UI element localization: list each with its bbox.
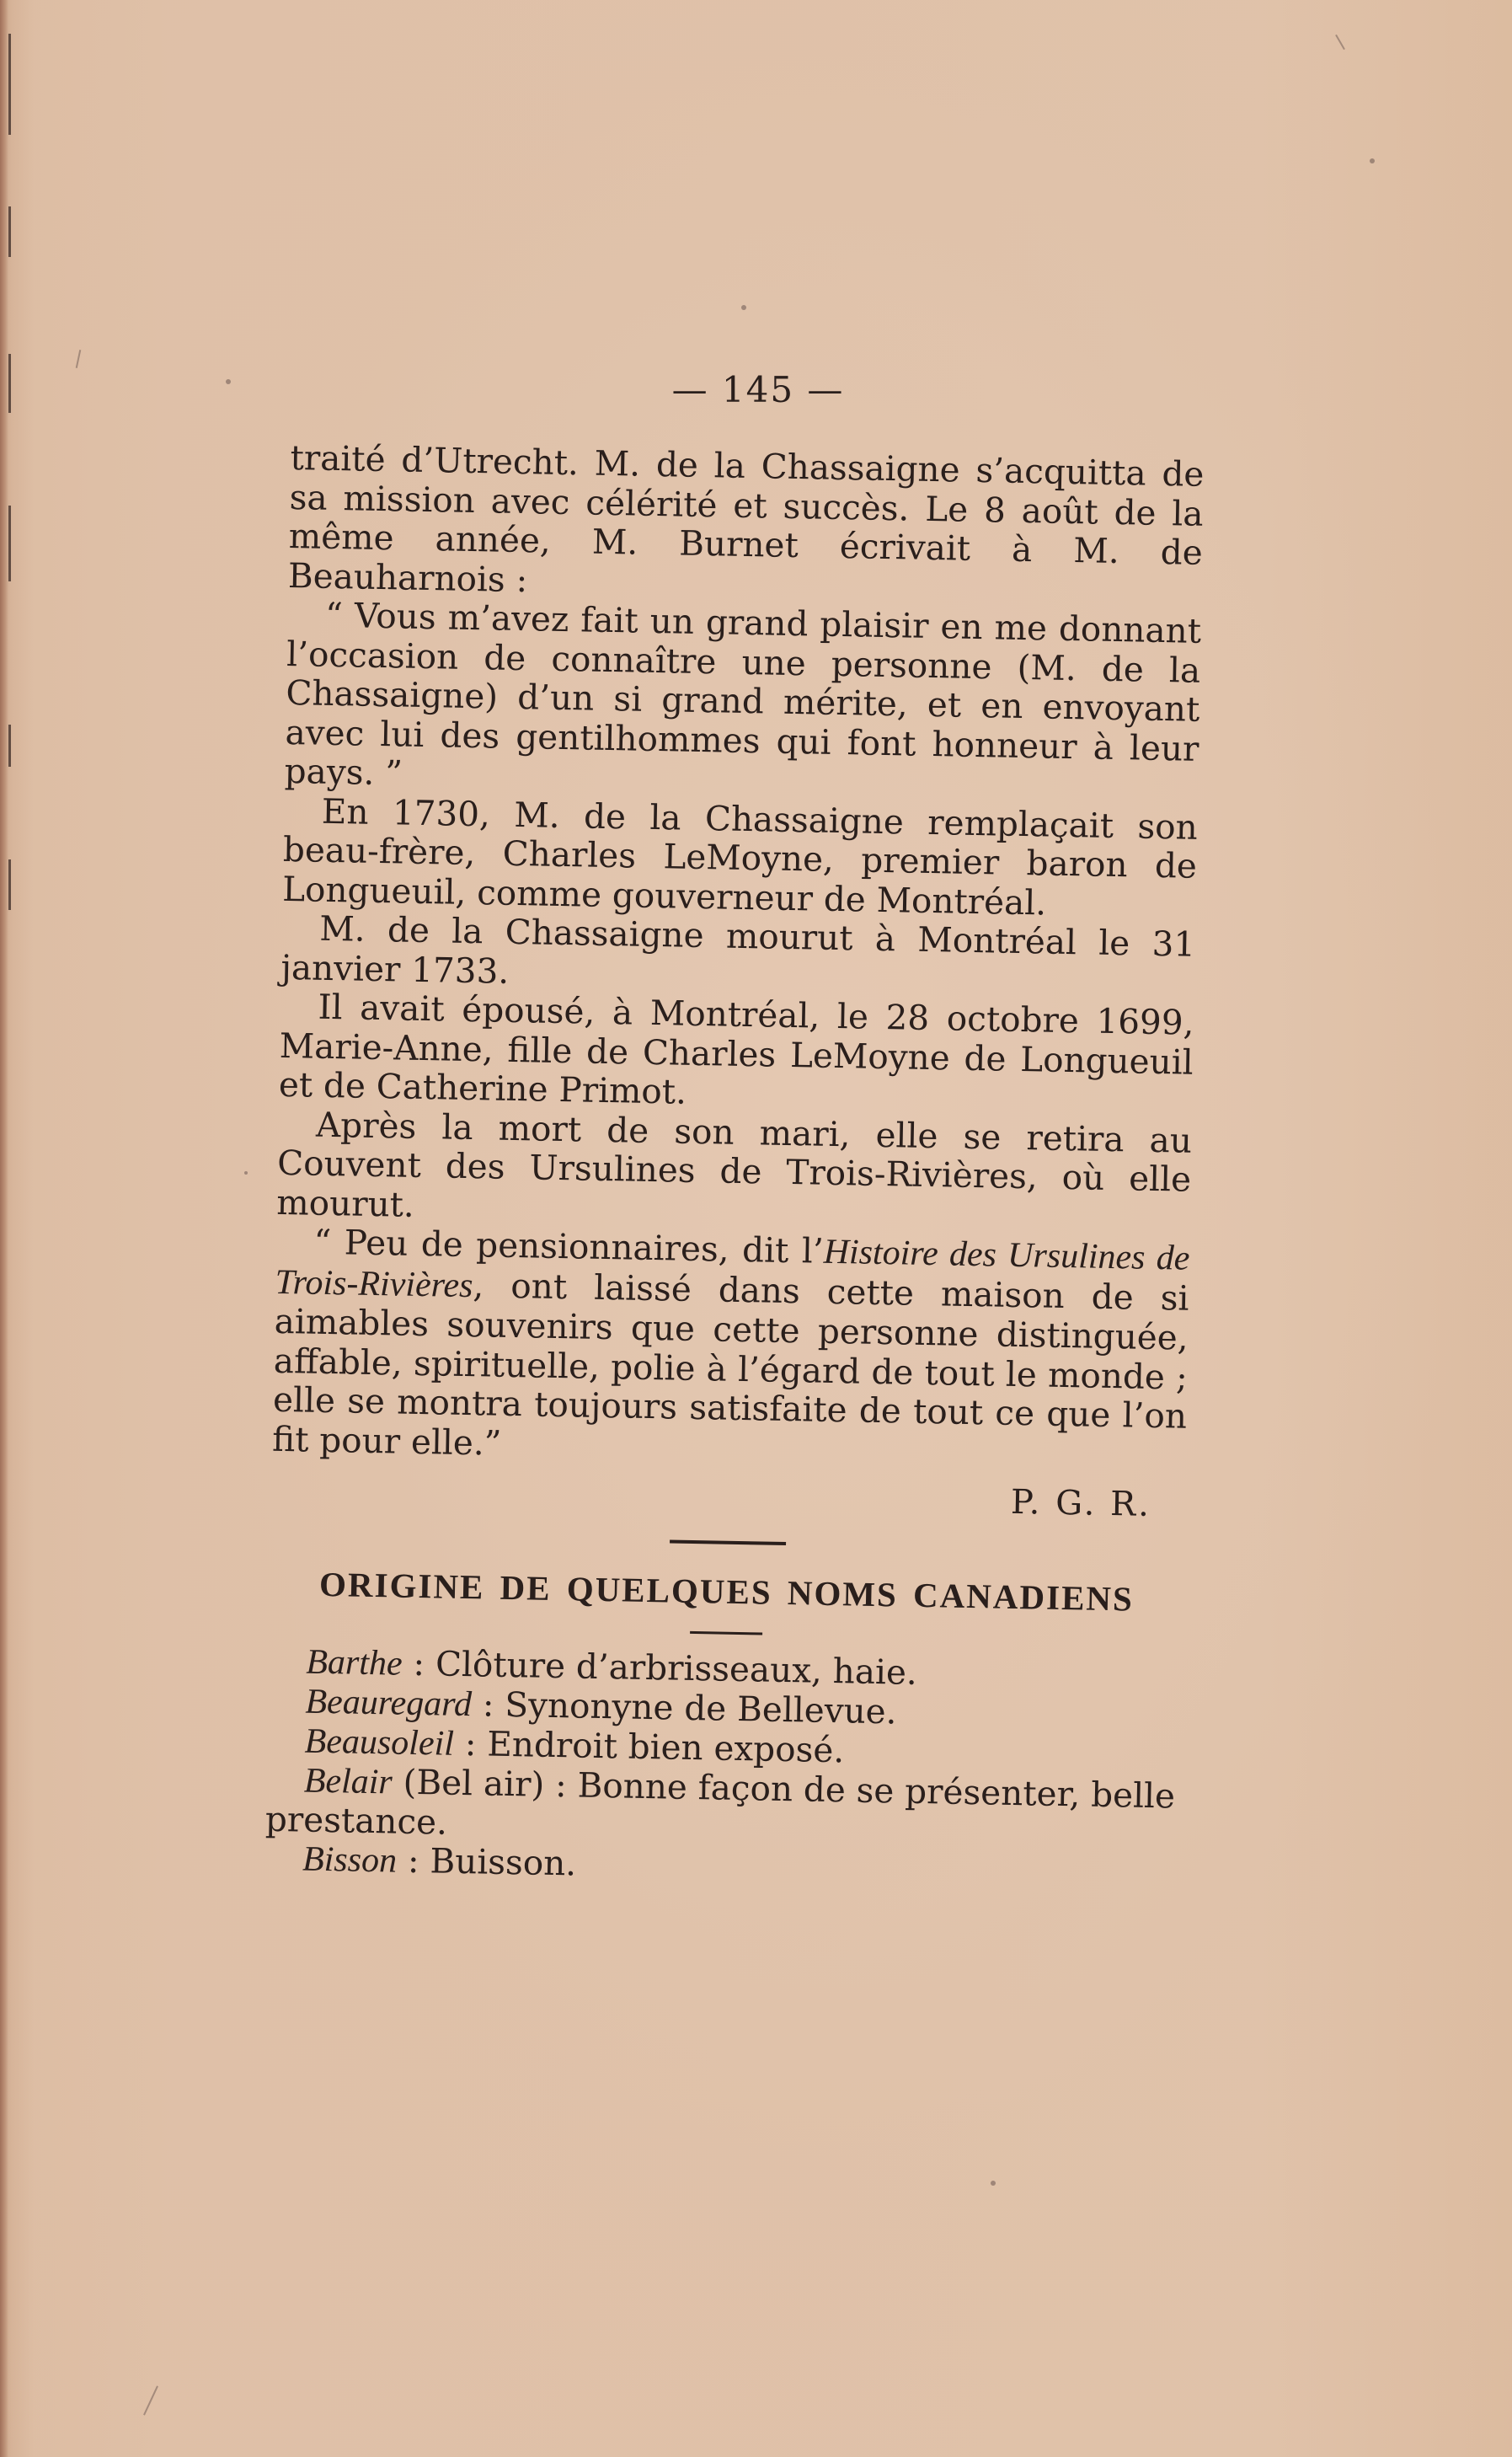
- binding-mark: [8, 506, 11, 581]
- entry-definition: (Bel air) : Bonne façon de se présenter, belle prestance.: [264, 1761, 1176, 1843]
- paper-speck: [226, 379, 231, 384]
- entry-definition: : Buisson.: [396, 1839, 577, 1884]
- binding-mark: [8, 34, 11, 135]
- paragraph: Après la mort de son mari, elle se retira au Couvent des Ursulines de Trois-Rivières, où elle mourut.: [275, 1104, 1193, 1225]
- paper-speck: [1370, 158, 1375, 163]
- entry-term: Barthe: [305, 1642, 403, 1684]
- paragraph: En 1730, M. de la Chassaigne remplaçait son beau-frère, Charles LeMoyne, premier baron de Longueuil, comme gouverneur de Montréal.: [281, 790, 1199, 923]
- book-title: Histoire des Ursulines de Trois-Rivières: [275, 1232, 1190, 1305]
- author-signature: P. G. R.: [1010, 1482, 1152, 1524]
- paper-scratch: [143, 2385, 158, 2415]
- paper-scratch: [76, 350, 82, 368]
- page-binding-edge: [0, 0, 8, 2457]
- entry-term: Belair: [303, 1761, 393, 1802]
- article-body: [264, 438, 1205, 1895]
- paper-speck: [741, 305, 746, 310]
- paragraph: “ Vous m’avez fait un grand plaisir en me donnant l’occasion de connaître une personne (M. de la Chassaigne) d’un si grand mérite, et en envoyant avec lui des gentilhommes qui font honneur à leur pays. ”: [284, 594, 1202, 794]
- section-divider: [670, 1539, 786, 1545]
- entry-definition: : Synonyne de Bellevue.: [471, 1684, 897, 1732]
- binding-mark: [8, 725, 11, 767]
- paper-speck: [991, 2181, 996, 2186]
- quote-text: , ont laissé dans cette maison de si aimables souvenirs que cette personne distinguée, affable, spirituelle, polie à l’égard de tout le monde ; elle se montra toujours satisfaite de tout ce que l’on fit pour elle.”: [271, 1264, 1189, 1464]
- binding-mark: [8, 354, 11, 413]
- entry-definition: : Clôture d’arbrisseaux, haie.: [402, 1642, 918, 1693]
- entry-definition: : Endroit bien exposé.: [453, 1722, 845, 1771]
- binding-mark: [8, 206, 11, 257]
- binding-mark: [8, 859, 11, 910]
- page-number: — 145 —: [671, 369, 845, 410]
- section-title: ORIGINE DE QUELQUES NOMS CANADIENS: [318, 1564, 1135, 1619]
- quote-paragraph: [272, 1222, 1190, 1475]
- paragraph: Il avait épousé, à Montréal, le 28 octobre 1699, Marie-Anne, fille de Charles LeMoyne de Longueuil et de Catherine Primot.: [278, 986, 1194, 1112]
- title-underline: [690, 1631, 762, 1635]
- paper-scratch: [1335, 35, 1345, 50]
- paper-speck: [244, 1171, 248, 1175]
- quote-text: “ Peu de pensionnaires, dit l’: [313, 1221, 825, 1271]
- paragraph: traité d’Utrecht. M. de la Chassaigne s’acquitta de sa mission avec célérité et succès. Le 8 août de la même année, M. Burnet écrivait à M. de Beauharnois :: [287, 437, 1205, 600]
- entry-term: Bisson: [302, 1839, 398, 1881]
- entry-term: Beausoleil: [304, 1721, 455, 1764]
- entry-term: Beauregard: [305, 1682, 473, 1725]
- paragraph: M. de la Chassaigne mourut à Montréal le 31 janvier 1733.: [280, 907, 1196, 992]
